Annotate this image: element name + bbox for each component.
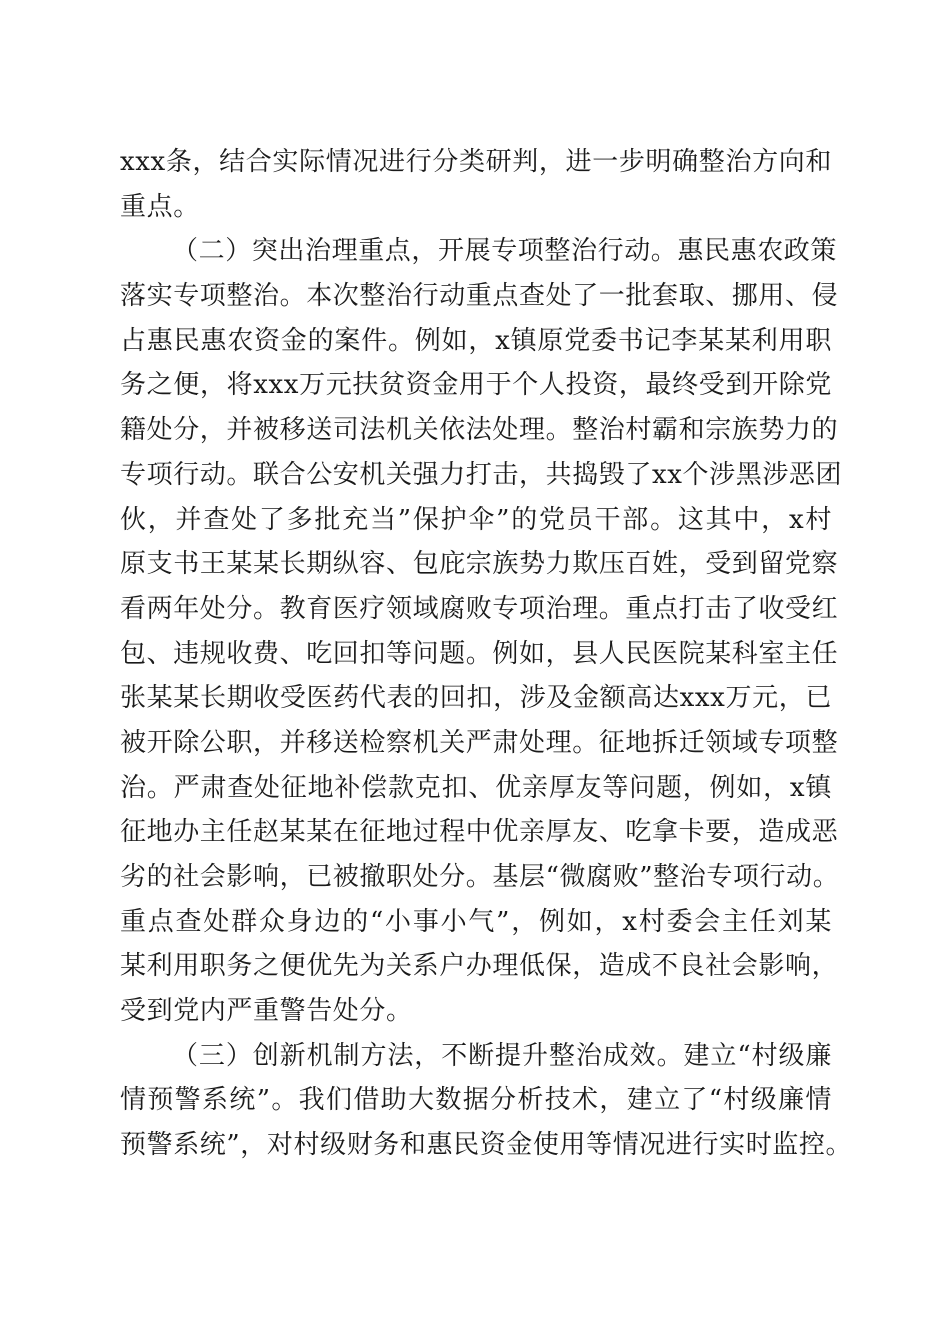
section-heading-line: （二）突出治理重点，开展专项整治行动。惠民惠农政策 — [172, 236, 838, 267]
text-line: 征地办主任赵某某在征地过程中优亲厚友、吃拿卡要，造成恶 — [120, 817, 839, 848]
text-line: 落实专项整治。本次整治行动重点查处了一批套取、挪用、侵 — [120, 281, 839, 312]
text-line: 情预警系统”。我们借助大数据分析技术，建立了“村级廉情 — [120, 1085, 832, 1116]
text-line: 劣的社会影响，已被撤职处分。基层“微腐败”整治专项行动。 — [120, 862, 840, 892]
text-line: 重点查处群众身边的“小事小气”，例如，x村委会主任刘某 — [120, 906, 832, 937]
text-line: 占惠民惠农资金的案件。例如，x镇原党委书记李某某利用职 — [120, 325, 832, 356]
text-line: 治。严肃查处征地补偿款克扣、优亲厚友等问题，例如，x镇 — [120, 772, 832, 803]
text-line: 务之便，将xxx万元扶贫资金用于个人投资，最终受到开除党 — [120, 370, 832, 401]
text-line: xxx条，结合实际情况进行分类研判，进一步明确整治方向和 — [120, 147, 832, 177]
text-line: 预警系统”，对村级财务和惠民资金使用等情况进行实时监控。 — [120, 1130, 853, 1161]
section-heading-line: （三）创新机制方法，不断提升整治成效。建立“村级廉 — [172, 1040, 832, 1071]
text-line: 被开除公职，并移送检察机关严肃处理。征地拆迁领域专项整 — [120, 727, 839, 758]
text-line: 包、违规收费、吃回扣等问题。例如，县人民医院某科室主任 — [120, 638, 839, 669]
text-line: 受到党内严重警告处分。 — [120, 996, 413, 1027]
text-line: 专项行动。联合公安机关强力打击，共捣毁了xx个涉黑涉恶团 — [120, 459, 843, 490]
text-line: 原支书王某某长期纵容、包庇宗族势力欺压百姓，受到留党察 — [120, 549, 839, 580]
text-line: 籍处分，并被移送司法机关依法处理。整治村霸和宗族势力的 — [120, 415, 839, 446]
body-text — [120, 140, 853, 1168]
text-line: 伙，并查处了多批充当”保护伞”的党员干部。这其中，x村 — [120, 504, 832, 535]
text-line: 看两年处分。教育医疗领域腐败专项治理。重点打击了收受红 — [120, 593, 839, 624]
text-line: 重点。 — [120, 191, 200, 222]
text-line: 某利用职务之便优先为关系户办理低保，造成不良社会影响， — [120, 951, 839, 982]
text-line: 张某某长期收受医药代表的回扣，涉及金额高达xxx万元，已 — [120, 683, 832, 714]
